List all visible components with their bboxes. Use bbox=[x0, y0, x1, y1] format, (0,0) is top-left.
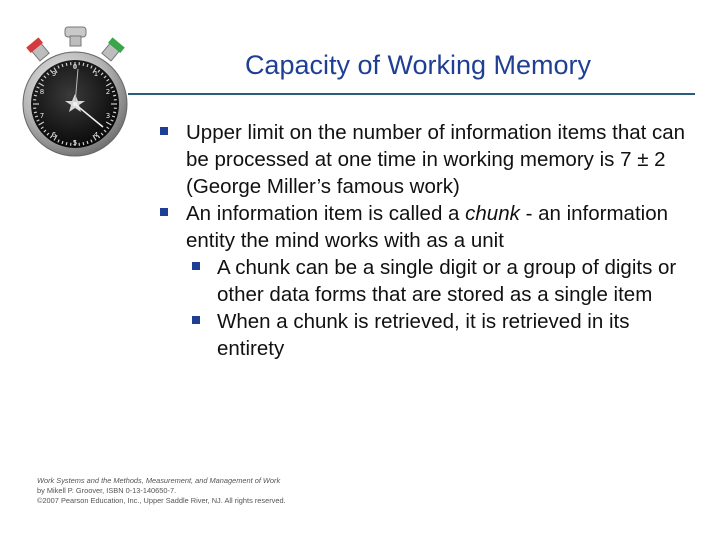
sub-bullet-item bbox=[155, 254, 700, 308]
bullet-list bbox=[155, 119, 700, 362]
stopwatch-icon bbox=[18, 24, 133, 164]
dial-tick bbox=[66, 142, 67, 145]
footer-book-title: Work Systems and the Methods, Measurement, and Management of Work bbox=[37, 476, 281, 485]
dial-tick bbox=[66, 63, 67, 66]
sub-bullet-item bbox=[155, 308, 700, 362]
dial-tick bbox=[113, 112, 116, 113]
bullet-marker-icon bbox=[192, 262, 200, 270]
title-divider bbox=[128, 93, 695, 95]
svg-text:3: 3 bbox=[105, 112, 111, 120]
dial-tick bbox=[113, 95, 116, 96]
dial-tick bbox=[34, 95, 37, 96]
dial-tick bbox=[83, 142, 84, 145]
bullet-item bbox=[155, 200, 700, 254]
svg-text:2: 2 bbox=[105, 88, 111, 96]
dial-tick bbox=[34, 112, 37, 113]
copyright-footer bbox=[37, 476, 286, 507]
slide-title: Capacity of Working Memory bbox=[244, 50, 592, 80]
dial-tick bbox=[83, 63, 84, 66]
bullet-text: When a chunk is retrieved, it is retrieved in its entirety bbox=[217, 310, 630, 360]
bullet-item bbox=[155, 119, 700, 200]
bullet-text-lead: An information item is called a bbox=[186, 202, 466, 225]
bullet-text-rest: - an information entity the mind works with as a unit bbox=[186, 202, 668, 252]
svg-text:4: 4 bbox=[93, 131, 99, 139]
footer-author: by Mikell P. Groover, ISBN 0-13-140650-7. bbox=[37, 486, 177, 496]
bullet-marker-icon bbox=[160, 127, 168, 135]
bullet-text: Upper limit on the number of information items that can be processed at one time in working memory is 7 ± 2 (George Miller’s famous work) bbox=[186, 121, 686, 198]
svg-text:1: 1 bbox=[93, 70, 99, 78]
svg-text:9: 9 bbox=[51, 70, 57, 78]
svg-text:6: 6 bbox=[51, 131, 57, 139]
svg-text:0: 0 bbox=[72, 63, 78, 71]
chunk-term: chunk bbox=[465, 202, 520, 225]
svg-text:8: 8 bbox=[39, 88, 45, 96]
bullet-text: A chunk can be a single digit or a group of digits or other data forms that are stored as a single item bbox=[217, 256, 677, 306]
bullet-marker-icon bbox=[160, 208, 168, 216]
footer-copyright: ©2007 Pearson Education, Inc., Upper Saddle River, NJ. All rights reserved. bbox=[37, 496, 286, 506]
svg-text:5: 5 bbox=[72, 139, 78, 147]
bullet-marker-icon bbox=[192, 316, 200, 324]
svg-text:7: 7 bbox=[39, 112, 45, 120]
